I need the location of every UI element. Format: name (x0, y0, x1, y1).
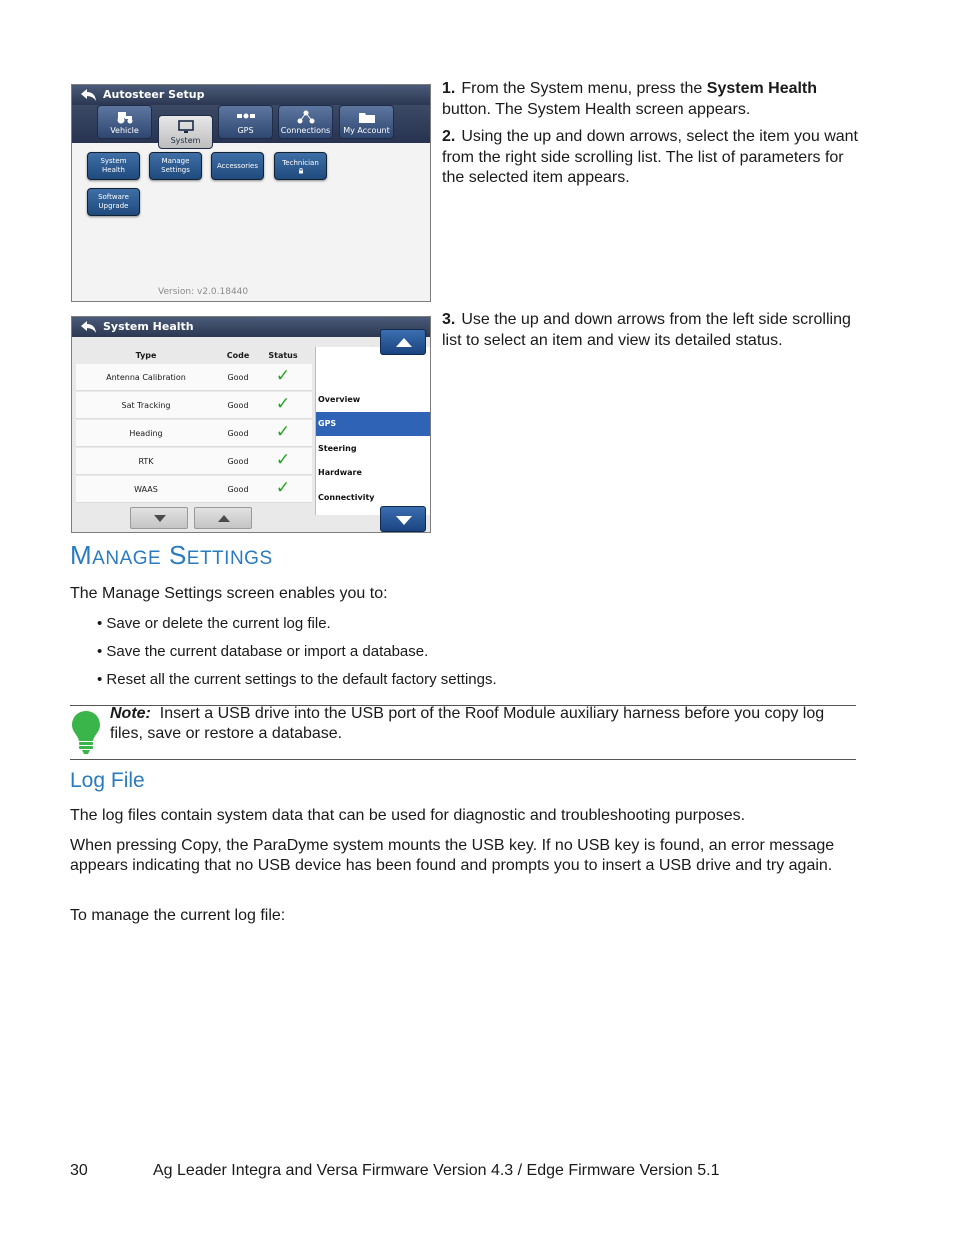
nav-my-account[interactable] (339, 105, 394, 139)
check-icon: ✓ (275, 366, 291, 386)
list-item-steering[interactable]: Steering (318, 444, 357, 453)
connections-icon (296, 110, 316, 124)
step-text: From the System menu, press the (461, 80, 707, 97)
heading-smallcaps: ANAGE (92, 548, 162, 569)
top-nav (72, 105, 430, 143)
nav-system[interactable] (158, 115, 213, 149)
screen-title-bar (72, 85, 430, 105)
back-arrow-icon[interactable] (80, 88, 98, 102)
paragraph: When pressing Copy, the ParaDyme system mounts the USB key. If no USB key is found, an error message appears indicating that no USB device has been found and prompts you to insert a USB drive and try again. (70, 837, 835, 874)
tractor-icon (115, 110, 135, 124)
list-item-gps[interactable]: GPS (316, 412, 431, 436)
cell-code: Good (227, 429, 249, 438)
nav-gps[interactable] (218, 105, 273, 139)
step-3 (442, 310, 862, 351)
check-icon: ✓ (275, 422, 291, 442)
heading-smallcaps: ETTINGS (186, 548, 273, 569)
down-arrow-icon (381, 507, 427, 533)
list-item-hardware[interactable]: Hardware (318, 468, 362, 477)
step-2 (442, 127, 862, 189)
note-bottom-rule (70, 759, 856, 760)
technician-button[interactable] (274, 152, 327, 180)
step-text: Using the up and down arrows, select the item you want from the right side scrolling list. The list of parameters for the selected item appears. (442, 128, 858, 186)
cell-code: Good (227, 457, 249, 466)
check-icon: ✓ (275, 450, 291, 470)
technician-label: Technician (282, 158, 319, 167)
system-health-screenshot (71, 316, 431, 533)
up-arrow-icon (381, 330, 427, 356)
paragraph: The log files contain system data that can be used for diagnostic and troubleshooting purposes. (70, 807, 746, 824)
monitor-icon (176, 120, 196, 134)
item-scroll-list (315, 347, 431, 515)
autosteer-setup-screenshot (71, 84, 431, 302)
nav-vehicle-label: Vehicle (110, 126, 139, 135)
note-body: Insert a USB drive into the USB port of the Roof Module auxiliary harness before you copy log files, save or restore a database. (110, 705, 825, 742)
software-upgrade-button[interactable]: Software Upgrade (87, 188, 140, 216)
table-row[interactable] (76, 420, 312, 447)
note-label: Note: (110, 705, 151, 722)
nav-connections[interactable] (278, 105, 333, 139)
accessories-button[interactable]: Accessories (211, 152, 264, 180)
table-up-button[interactable] (194, 507, 252, 529)
table-down-button[interactable] (130, 507, 188, 529)
bullet-item: • Reset all the current settings to the default factory settings. (97, 671, 497, 688)
cell-code: Good (227, 485, 249, 494)
step-bold-term: System Health (706, 80, 818, 97)
page-number: 30 (70, 1162, 88, 1179)
section-heading (70, 540, 273, 571)
bullet-item: • Save the current database or import a database. (97, 643, 429, 660)
health-table (76, 348, 312, 503)
header-code: Code (226, 351, 250, 360)
manage-settings-button[interactable]: Manage Settings (149, 152, 202, 180)
check-icon: ✓ (275, 478, 291, 498)
paragraph: To manage the current log file: (70, 907, 286, 924)
list-up-button[interactable] (380, 329, 426, 355)
cell-type: Antenna Calibration (106, 373, 186, 382)
screen-title: System Health (103, 320, 194, 333)
back-arrow-icon[interactable] (80, 320, 98, 334)
footer-title: Ag Leader Integra and Versa Firmware Version 4.3 / Edge Firmware Version 5.1 (153, 1162, 720, 1179)
cell-type: WAAS (134, 485, 158, 494)
step-text: Use the up and down arrows from the left side scrolling list to select an item and view its detailed status. (442, 311, 851, 349)
lightbulb-icon (70, 709, 102, 755)
nav-my-account-label: My Account (343, 126, 390, 135)
list-item-overview[interactable]: Overview (318, 395, 361, 404)
cell-code: Good (227, 401, 249, 410)
heading-cap: M (70, 540, 93, 570)
step-1 (442, 79, 862, 120)
header-status: Status (268, 351, 298, 360)
check-icon: ✓ (275, 394, 291, 414)
step-number: 3. (442, 311, 456, 328)
subsection-heading: Log File (70, 769, 145, 792)
satellite-icon (236, 110, 256, 124)
note-text (110, 704, 855, 743)
folder-icon (357, 110, 377, 124)
list-down-button[interactable] (380, 506, 426, 532)
intro-paragraph: The Manage Settings screen enables you to: (70, 585, 388, 602)
step-number: 1. (442, 80, 456, 97)
cell-type: RTK (138, 457, 154, 466)
nav-connections-label: Connections (280, 126, 331, 135)
nav-vehicle[interactable] (97, 105, 152, 139)
cell-type: Sat Tracking (121, 401, 171, 410)
list-item-connectivity[interactable]: Connectivity (318, 493, 375, 502)
down-arrow-icon (131, 508, 189, 530)
screen-title: Autosteer Setup (103, 88, 205, 101)
system-health-button[interactable]: System Health (87, 152, 140, 180)
cell-type: Heading (129, 429, 163, 438)
step-text: button. The System Health screen appears. (442, 100, 751, 118)
heading-cap: S (168, 540, 187, 570)
up-arrow-icon (195, 508, 253, 530)
header-type: Type (135, 351, 157, 360)
screen-title-bar (72, 317, 430, 337)
version-label: Version: v2.0.18440 (158, 287, 249, 297)
step-number: 2. (442, 128, 456, 145)
nav-system-label: System (170, 136, 201, 145)
bullet-item: • Save or delete the current log file. (97, 615, 331, 632)
table-header (76, 348, 312, 364)
lock-icon (298, 168, 304, 174)
table-row[interactable] (76, 476, 312, 503)
nav-gps-label: GPS (237, 126, 254, 135)
table-row[interactable] (76, 448, 312, 475)
table-row[interactable] (76, 392, 312, 419)
cell-code: Good (227, 373, 249, 382)
table-row[interactable] (76, 364, 312, 391)
